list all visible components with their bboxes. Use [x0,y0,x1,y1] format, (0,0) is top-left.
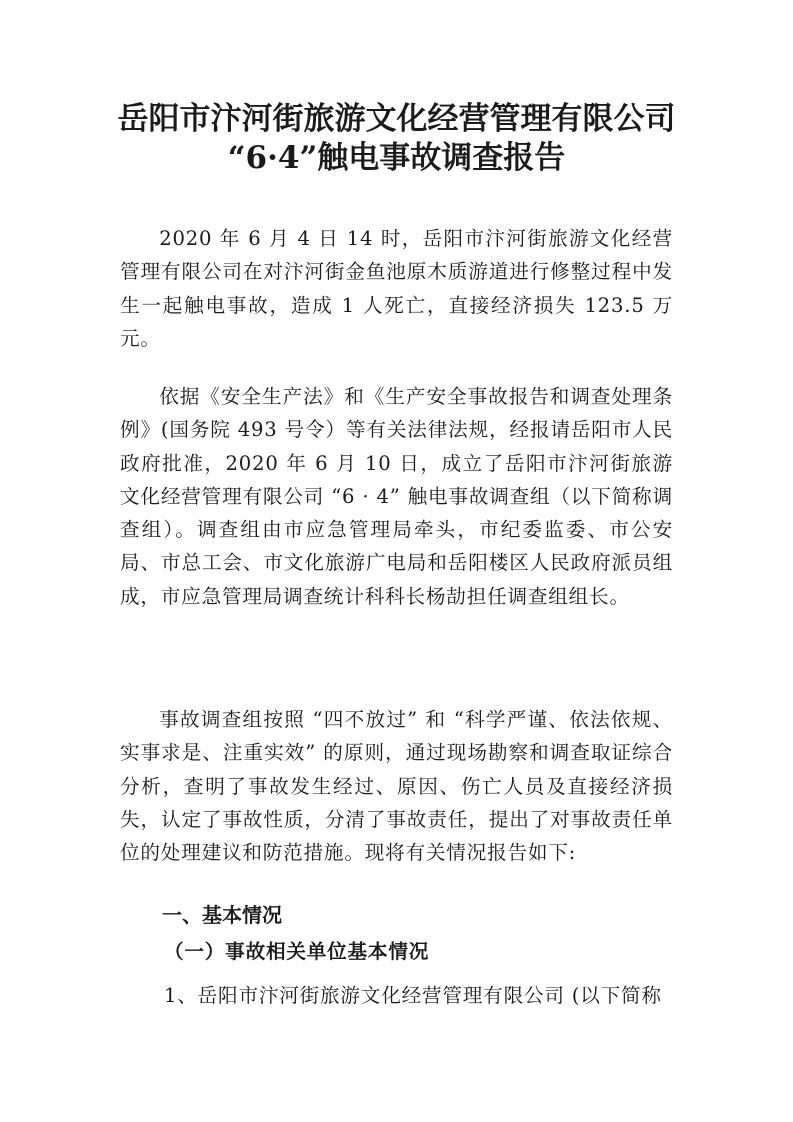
document-title-line-1: 岳阳市汴河街旅游文化经营管理有限公司 [117,101,676,137]
paragraph-investigation-basis: 依据《安全生产法》和《生产安全事故报告和调查处理条例》(国务院 493 号令）等有关法律法规，经报请岳阳市人民政府批准，2020 年 6 月 10 日，成立了岳阳市汴河街旅游文化经营管理有限公司 “6 · 4” 触电事故调查组（以下简称调查组）。调查组由市应急管理局牵头，市纪委监委、市公安局、市总工会、市文化旅游广电局和岳阳楼区人民政府派员组成，市应急管理局调查统计科科长杨劼担任调查组组长。 [120,385,673,608]
list-item-1: 1、岳阳市汴河街旅游文化经营管理有限公司 (以下简称 [164,984,662,1007]
document-title-line-2: “6·4”触电事故调查报告 [227,140,566,176]
subsection-heading-related-units: （一）事故相关单位基本情况 [164,940,430,963]
section-heading-basic-info: 一、基本情况 [162,903,282,927]
paragraph-investigation-principles: 事故调查组按照 “四不放过” 和 “科学严谨、依法依规、实事求是、注重实效” 的原则，通过现场勘察和调查取证综合分析，查明了事故发生经过、原因、伤亡人员及直接经济损失，认定了事故性质，分清了事故责任，提出了对事故责任单位的处理建议和防范措施。现将有关情况报告如下: [120,708,673,865]
paragraph-incident-summary: 2020 年 6 月 4 日 14 时，岳阳市汴河街旅游文化经营管理有限公司在对汴河街金鱼池原木质游道进行修整过程中发生一起触电事故，造成 1 人死亡，直接经济损失 123.5 万元。 [120,227,673,350]
